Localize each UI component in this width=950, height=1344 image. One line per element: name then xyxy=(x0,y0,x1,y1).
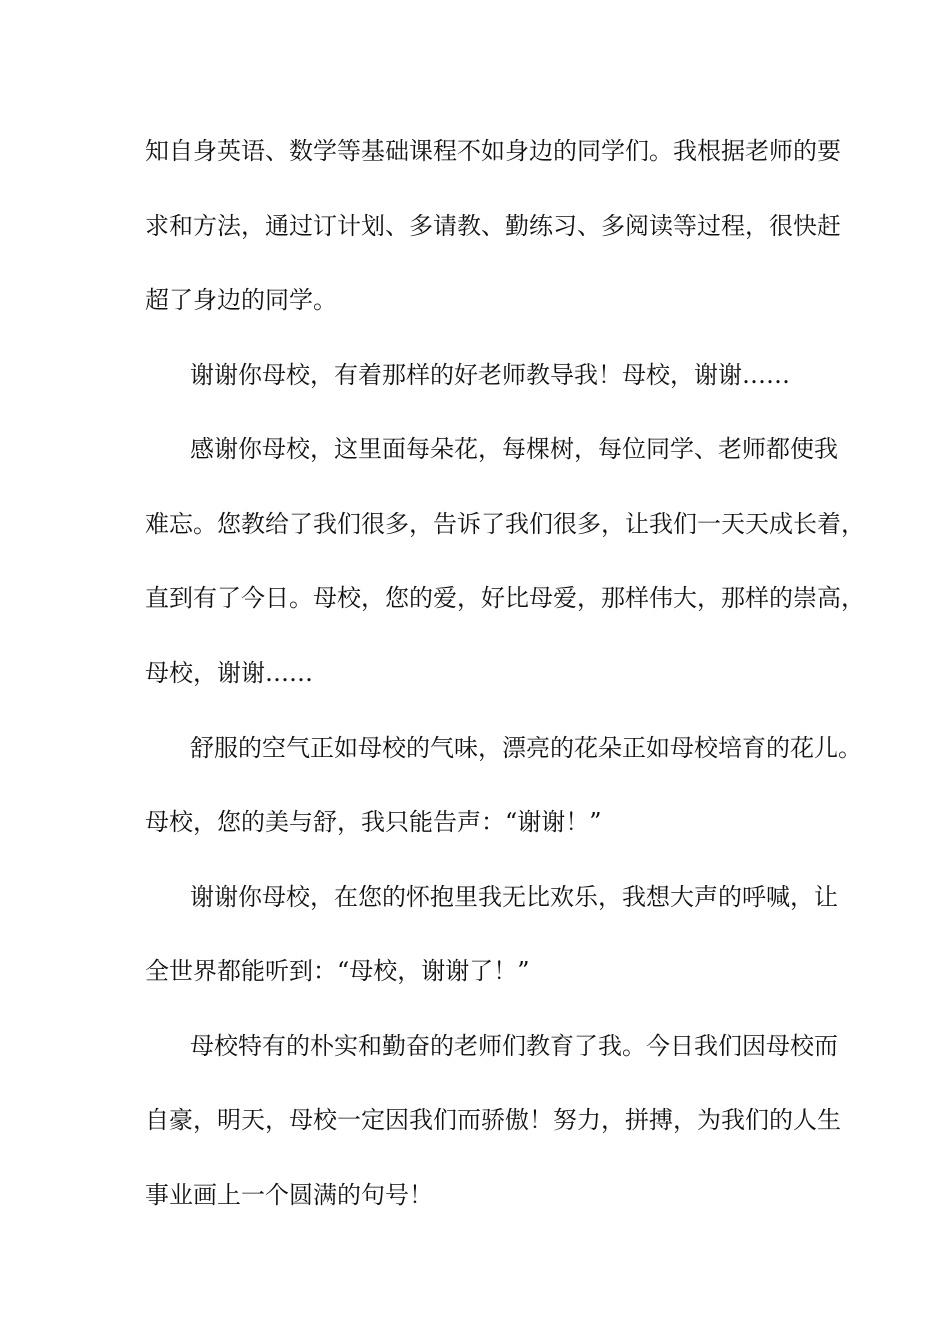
text-line: 母校，谢谢…… xyxy=(145,659,313,687)
text-line: 难忘。您教给了我们很多，告诉了我们很多，让我们一天天成长着， xyxy=(145,510,865,538)
text-line: 超了身边的同学。 xyxy=(145,286,337,314)
paragraph-first-line: 感谢你母校，这里面每朵花，每棵树，每位同学、老师都使我 xyxy=(190,435,838,463)
text-line: 直到有了今日。母校，您的爱，好比母爱，那样伟大，那样的崇高， xyxy=(145,584,865,612)
text-line: 自豪，明天，母校一定因我们而骄傲！努力，拼搏，为我们的人生 xyxy=(145,1106,841,1134)
text-line: 事业画上一个圆满的句号！ xyxy=(145,1181,433,1209)
text-line: 求和方法，通过订计划、多请教、勤练习、多阅读等过程，很快赶 xyxy=(145,212,841,240)
text-line: 全世界都能听到：“母校，谢谢了！” xyxy=(145,957,530,985)
text-line: 知自身英语、数学等基础课程不如身边的同学们。我根据老师的要 xyxy=(145,137,841,165)
text-line: 母校，您的美与舒，我只能告声：“谢谢！” xyxy=(145,808,602,836)
paragraph-first-line: 谢谢你母校，在您的怀抱里我无比欢乐，我想大声的呼喊，让 xyxy=(190,883,838,911)
paragraph-first-line: 谢谢你母校，有着那样的好老师教导我！母校，谢谢…… xyxy=(190,361,790,389)
paragraph-first-line: 舒服的空气正如母校的气味，漂亮的花朵正如母校培育的花儿。 xyxy=(190,734,862,762)
paragraph-first-line: 母校特有的朴实和勤奋的老师们教育了我。今日我们因母校而 xyxy=(190,1032,838,1060)
